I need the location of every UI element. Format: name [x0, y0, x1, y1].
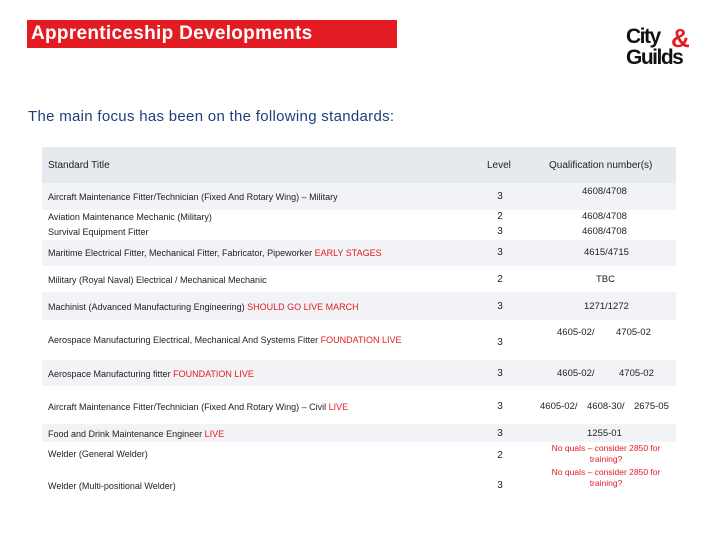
level-value: 3 — [497, 247, 503, 258]
logo-line-1: City — [626, 25, 660, 48]
slide-title: Apprenticeship Developments — [27, 20, 397, 48]
standard-title: Aircraft Maintenance Fitter/Technician (Fixed And Rotary Wing) – Military — [48, 192, 338, 202]
header-qualification: Qualification number(s) — [549, 160, 653, 171]
qualification-value: 4608-30/ — [587, 401, 625, 412]
standard-title: Military (Royal Naval) Electrical / Mechanical Mechanic — [48, 275, 267, 285]
level-value: 3 — [497, 226, 503, 237]
header-standard-title: Standard Title — [48, 160, 110, 171]
qualification-note: No quals – consider 2850 for training? — [551, 443, 661, 464]
slide-subtitle: The main focus has been on the following standards: — [28, 108, 395, 125]
table-row — [48, 402, 348, 412]
table-row — [48, 275, 267, 285]
qualification-value: 4615/4715 — [584, 247, 629, 258]
table-row — [48, 481, 176, 491]
standard-title: Aviation Maintenance Mechanic (Military) — [48, 212, 212, 222]
qualification-value: 4608/4708 — [582, 226, 627, 237]
level-value: 3 — [497, 401, 503, 412]
qualification-note: No quals – consider 2850 for training? — [551, 467, 661, 488]
standard-title: Aerospace Manufacturing Electrical, Mechanical And Systems Fitter — [48, 335, 321, 345]
city-and-guilds-logo — [626, 23, 692, 70]
qualification-value: 4605-02/ — [540, 401, 578, 412]
table-row — [48, 335, 401, 345]
table-row — [48, 212, 212, 222]
qualification-value: 1271/1272 — [584, 301, 629, 312]
status-text: FOUNDATION LIVE — [320, 335, 402, 345]
logo-ampersand: & — [671, 23, 690, 53]
status-text: LIVE — [328, 402, 349, 412]
table-row — [48, 227, 149, 237]
level-value: 3 — [497, 337, 503, 348]
table-row — [48, 449, 148, 459]
status-text: EARLY STAGES — [314, 248, 382, 258]
level-value: 3 — [497, 368, 503, 379]
standard-title: Maritime Electrical Fitter, Mechanical Fitter, Fabricator, Pipeworker — [48, 248, 315, 258]
level-value: 3 — [497, 191, 503, 202]
logo-line-2: Guilds — [626, 46, 683, 69]
table-row — [48, 369, 254, 379]
qualification-value: 1255-01 — [587, 428, 622, 439]
qualification-value: TBC — [596, 274, 615, 285]
standard-title: Food and Drink Maintenance Engineer — [48, 429, 205, 439]
qualification-value: 4705-02 — [619, 368, 654, 379]
status-text: LIVE — [204, 429, 225, 439]
standard-title: Survival Equipment Fitter — [48, 227, 149, 237]
qualification-value: 4705-02 — [616, 327, 651, 338]
table-row — [48, 192, 338, 202]
level-value: 2 — [497, 274, 503, 285]
standard-title: Welder (General Welder) — [48, 449, 148, 459]
level-value: 2 — [497, 450, 503, 461]
table-row — [48, 302, 359, 312]
standard-title: Aircraft Maintenance Fitter/Technician (Fixed And Rotary Wing) – Civil — [48, 402, 329, 412]
table-row — [48, 248, 382, 258]
table-row — [48, 429, 224, 439]
status-text: SHOULD GO LIVE MARCH — [247, 302, 359, 312]
status-text: FOUNDATION LIVE — [173, 369, 254, 379]
standard-title: Machinist (Advanced Manufacturing Engineering) — [48, 302, 248, 312]
qualification-value: 2675-05 — [634, 401, 669, 412]
qualification-value: 4608/4708 — [582, 211, 627, 222]
level-value: 3 — [497, 428, 503, 439]
qualification-value: 4605-02/ — [557, 368, 595, 379]
level-value: 2 — [497, 211, 503, 222]
level-value: 3 — [497, 480, 503, 491]
standard-title: Welder (Multi-positional Welder) — [48, 481, 176, 491]
standard-title: Aerospace Manufacturing fitter — [48, 369, 174, 379]
qualification-value: 4605-02/ — [557, 327, 595, 338]
qualification-value: 4608/4708 — [582, 186, 627, 197]
header-level: Level — [487, 160, 511, 171]
level-value: 3 — [497, 301, 503, 312]
